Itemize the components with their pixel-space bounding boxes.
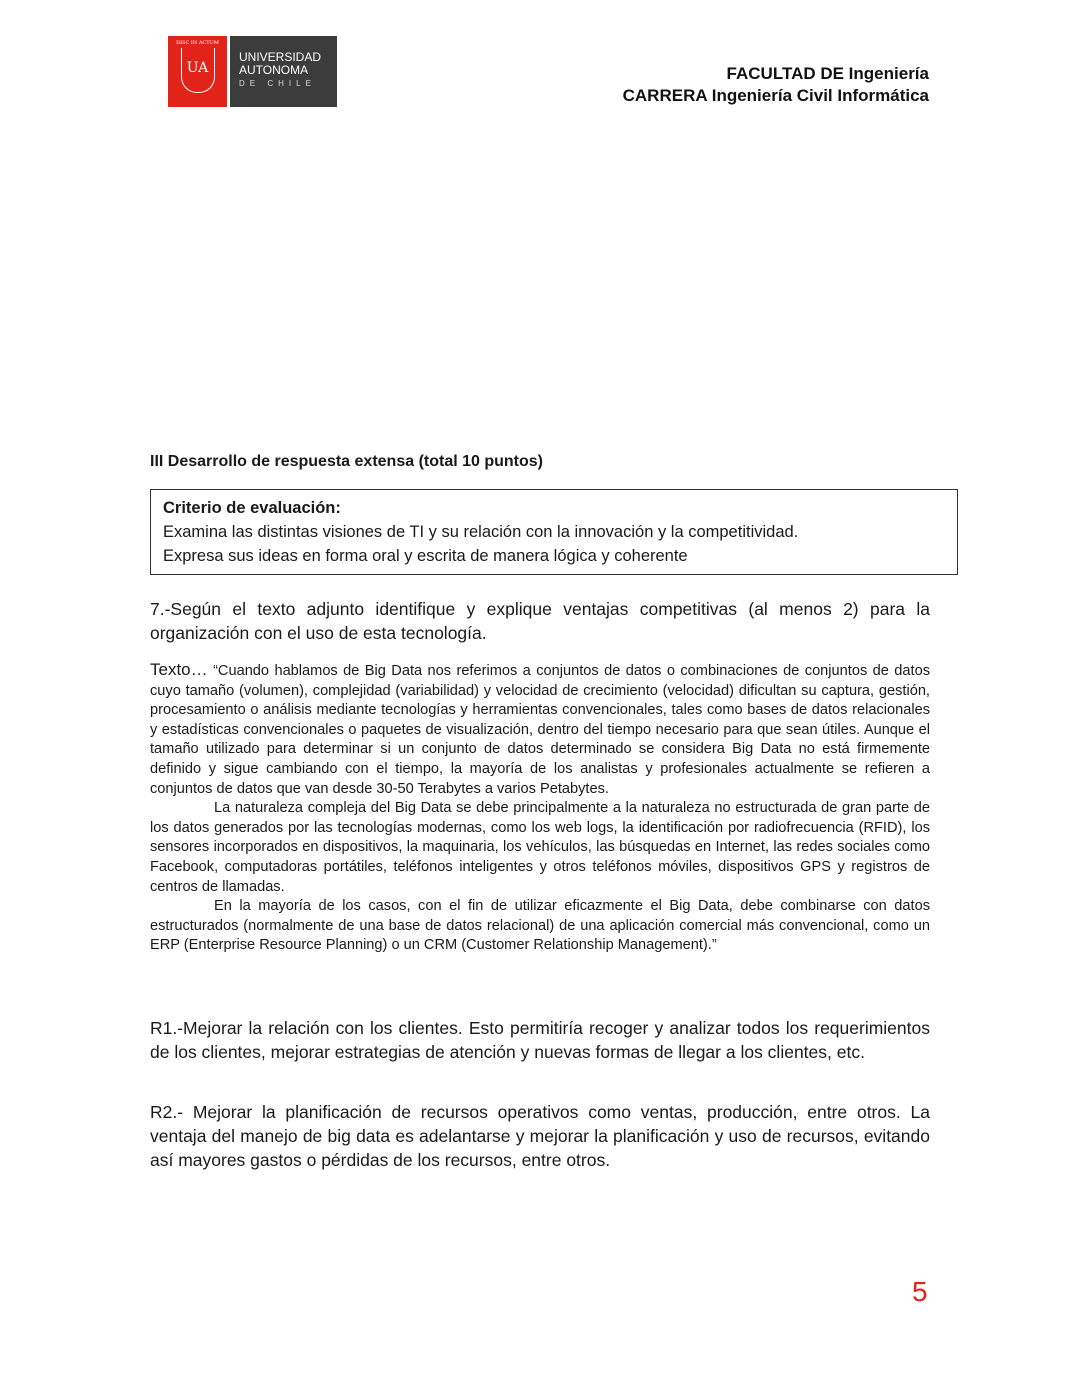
page-number: 5 (912, 1276, 928, 1307)
criteria-line2: Expresa sus ideas en forma oral y escrita de manera lógica y coherente (163, 547, 688, 565)
logo-wordmark (230, 36, 337, 107)
criteria-line1: Examina las distintas visiones de TI y su relación con la innovación y la competitividad. (163, 523, 799, 541)
text-lead: Texto… (150, 660, 208, 679)
logo-motto: DISC IN ACTUM (176, 40, 219, 46)
criteria-title: Criterio de evaluación: (163, 499, 341, 517)
reference-text (150, 660, 930, 956)
logo-line3: DE CHILE (239, 79, 316, 88)
logo-shield-panel (168, 36, 227, 107)
career-label: CARRERA Ingeniería Civil Informática (622, 86, 929, 105)
text-paragraph-3: En la mayoría de los casos, con el fin de utilizar eficazmente el Big Data, debe combinarse con datos estructurados (normalmente de una base de datos relacional) de una aplicación comercial más convencional, como un ERP (Enterprise Resource Planning) o un CRM (Customer Relationship Management).” (150, 898, 930, 954)
question-text: 7.-Según el texto adjunto identifique y explique ventajas competitivas (al menos 2) para la organización con el uso de esta tecnología. (150, 599, 930, 643)
section-title: III Desarrollo de respuesta extensa (total 10 puntos) (150, 453, 543, 470)
answer-r1: R1.-Mejorar la relación con los clientes. Esto permitiría recoger y analizar todos los requerimientos de los clientes, mejorar estrategias de atención y nuevas formas de llegar a los clientes, etc. (150, 1018, 930, 1062)
answer-r2: R2.- Mejorar la planificación de recursos operativos como ventas, producción, entre otros. La ventaja del manejo de big data es adelantarse y mejorar la planificación y uso de recursos, evitando así mayores gastos o pérdidas de los recursos, entre otros. (150, 1102, 930, 1170)
criteria-box (150, 489, 958, 575)
logo-line2: AUTONOMA (239, 63, 309, 77)
text-paragraph-2: La naturaleza compleja del Big Data se debe principalmente a la naturaleza no estructurada de gran parte de los datos generados por las tecnologías modernas, como los web logs, la identificación por radiofrecuencia (RFID), los sensores incorporados en dispositivos, la maquinaria, los vehículos, las búsquedas en Internet, las redes sociales como Facebook, computadoras portátiles, teléfonos inteligentes y otros teléfonos móviles, dispositivos GPS y registros de centros de llamadas. (150, 800, 930, 895)
logo-line1: UNIVERSIDAD (239, 50, 322, 64)
text-paragraph-1: “Cuando hablamos de Big Data nos referimos a conjuntos de datos o combinaciones de conjuntos de datos cuyo tamaño (volumen), complejidad (variabilidad) y velocidad de crecimiento (velocidad) dificultan su captura, gestión, procesamiento o análisis mediante tecnologías y herramientas convencionales, tales como bases de datos relacionales y estadísticas convencionales o paquetes de visualización, dentro del tiempo necesario para que sean útiles. Aunque el tamaño utilizado para determinar si un conjunto de datos determinado se considera Big Data no está firmemente definido y sigue cambiando con el tiempo, la mayoría de los analistas y profesionales actualmente se refieren a conjuntos de datos que van desde 30-50 Terabytes a varios Petabytes. (150, 663, 930, 797)
logo-initials: UA (186, 60, 209, 76)
page-header (623, 63, 929, 107)
faculty-label: FACULTAD DE Ingeniería (726, 64, 929, 83)
university-logo (168, 36, 337, 107)
